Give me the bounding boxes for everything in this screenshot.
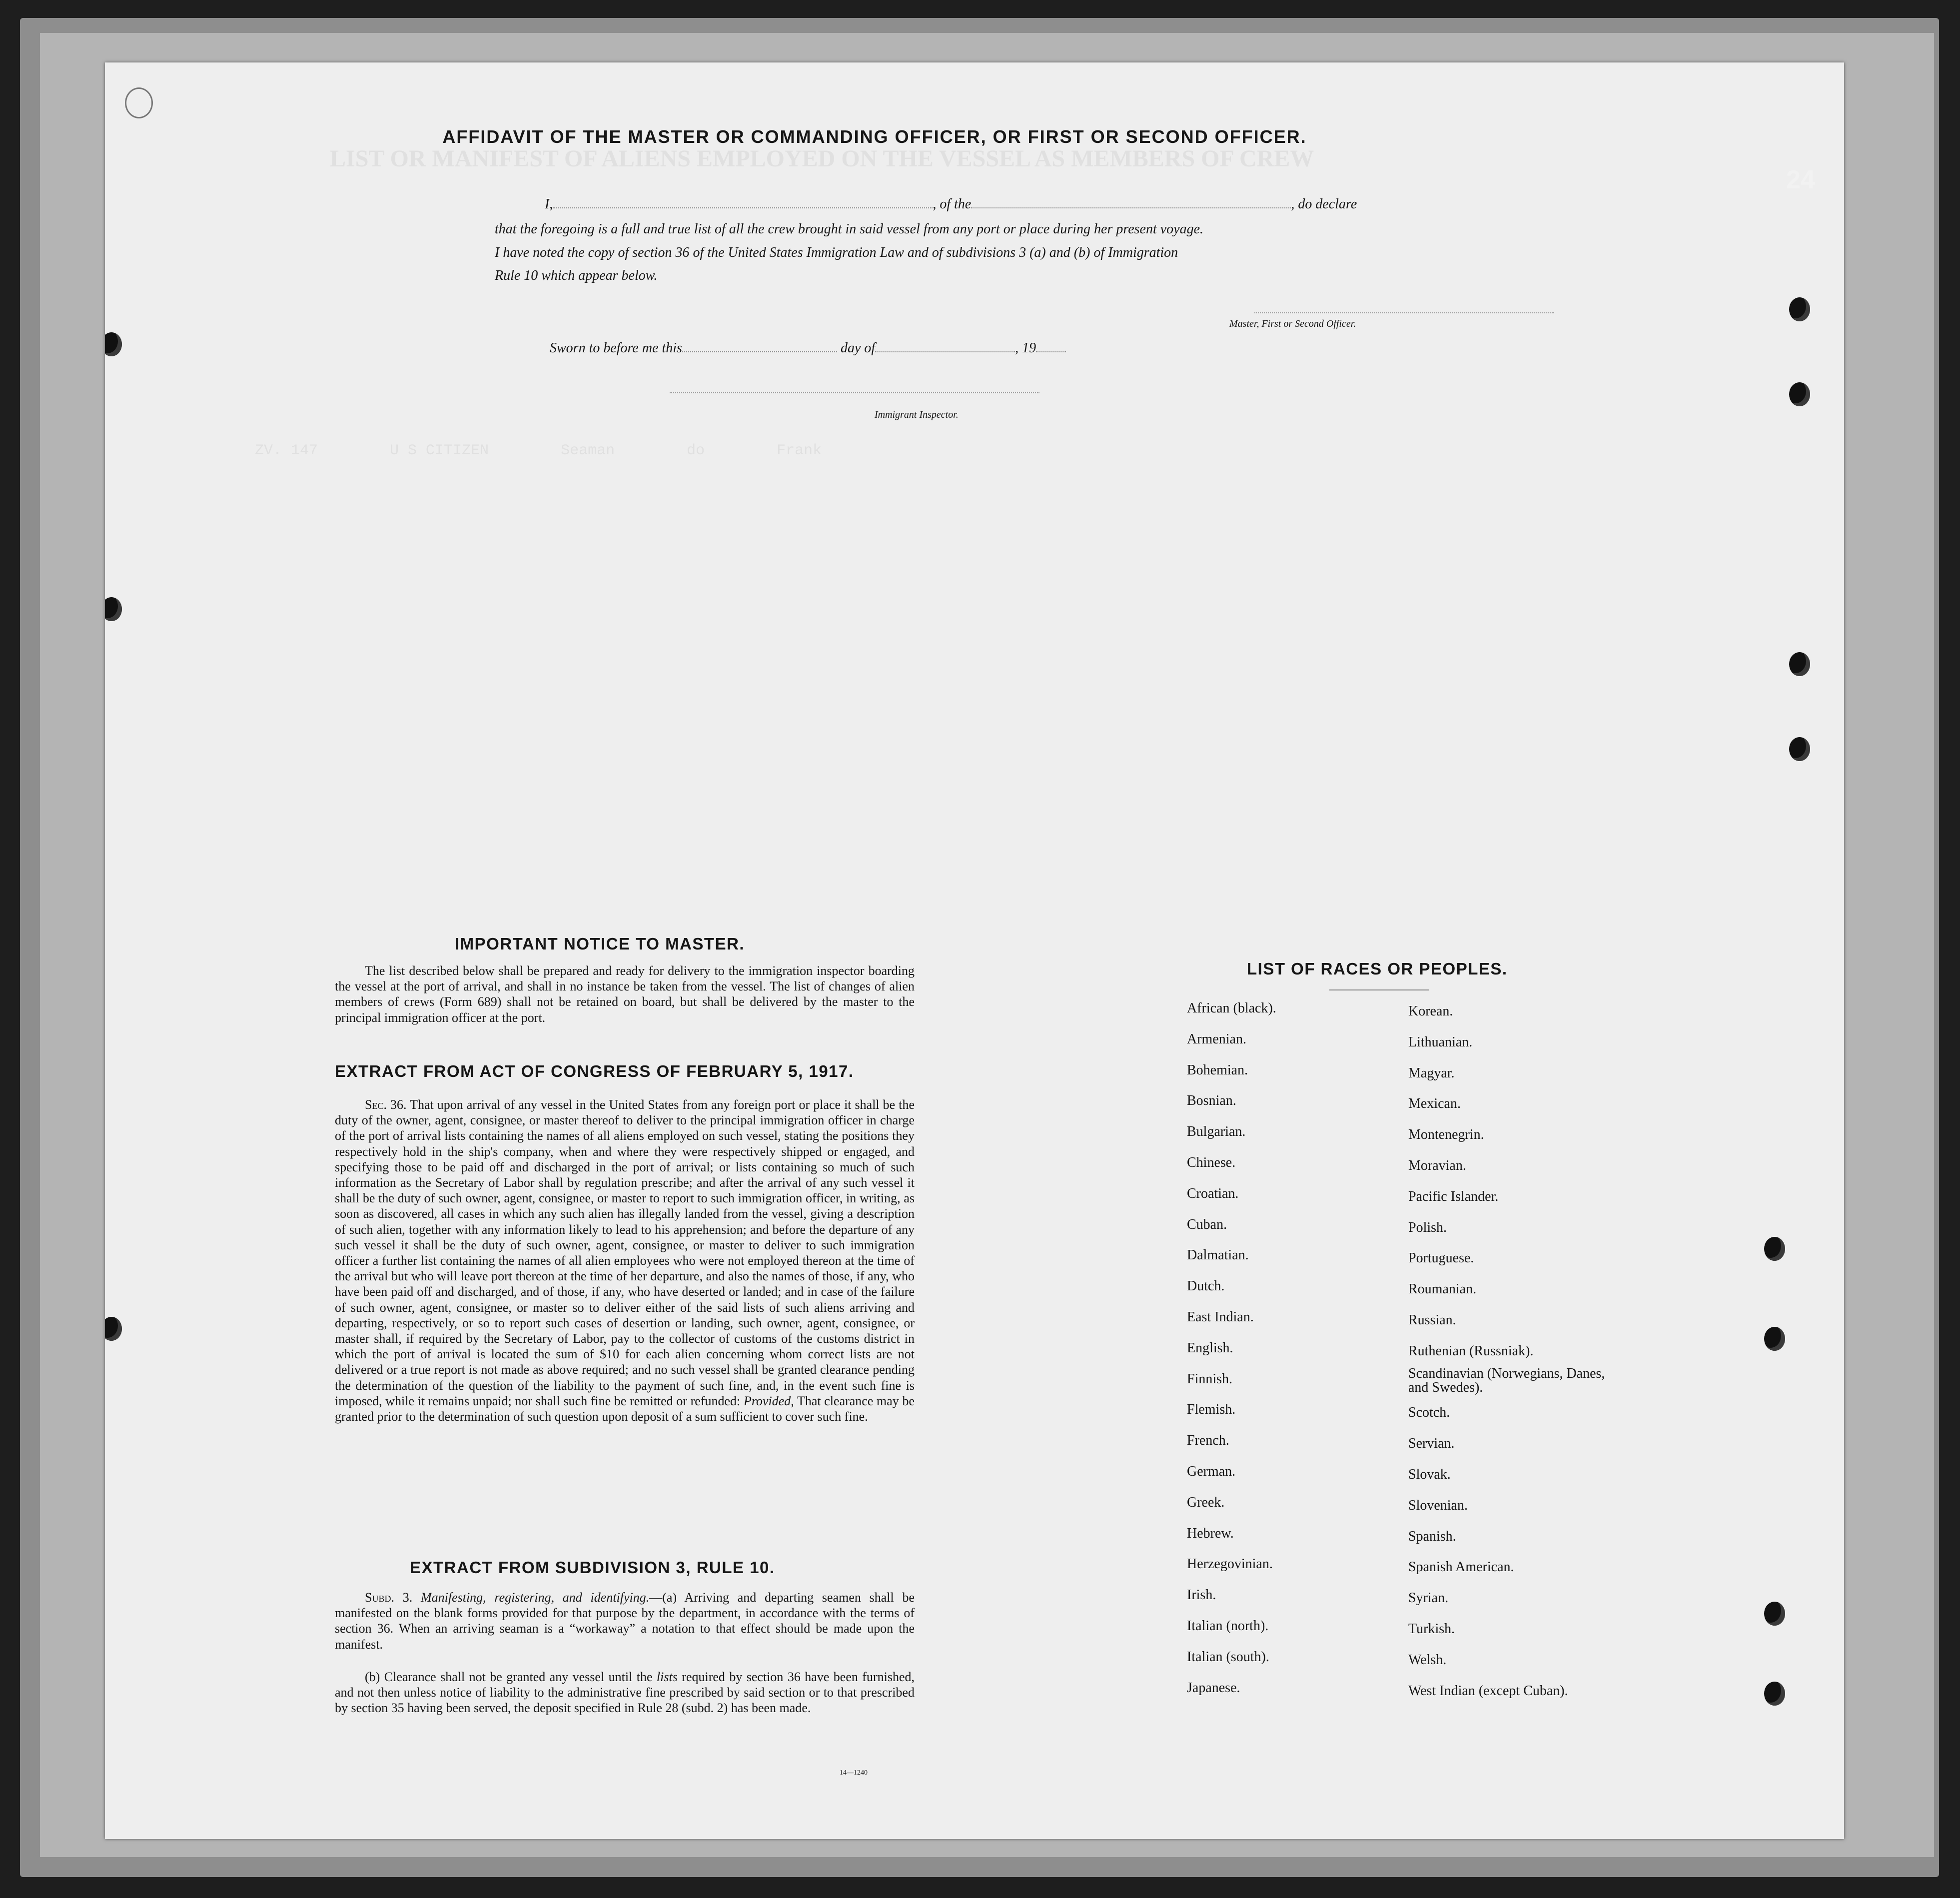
punch-hole: [1789, 652, 1810, 676]
races-list-right: [1408, 996, 1618, 1706]
race-item: Herzegovinian.: [1187, 1556, 1273, 1572]
sworn-line: Sworn to before me this day of , 19: [550, 339, 1066, 358]
notice-text: The list described below shall be prepared and ready for delivery to the immigration inspector boarding the vessel at the port of arrival, and shall in no instance be taken from the vessel. The list of changes of alien members of crews (Form 689) shall not be retained on board, but shall be delivered by the master to the principal immigration officer at the port.: [335, 963, 915, 1025]
race-item: Japanese.: [1187, 1680, 1240, 1696]
race-item: Dutch.: [1187, 1278, 1225, 1294]
race-item: Russian.: [1408, 1312, 1456, 1328]
race-item: Irish.: [1187, 1587, 1216, 1603]
races-title-rule: [1329, 989, 1429, 990]
race-item: African (black).: [1187, 1000, 1276, 1016]
race-item: Ruthenian (Russniak).: [1408, 1343, 1534, 1359]
page-number: 24: [1786, 165, 1815, 194]
punch-hole: [1789, 297, 1810, 321]
race-item: Welsh.: [1408, 1652, 1447, 1668]
binder-ring-icon: [125, 87, 153, 118]
race-item: East Indian.: [1187, 1309, 1254, 1325]
race-item: Korean.: [1408, 1003, 1453, 1019]
punch-hole: [1764, 1237, 1785, 1261]
punch-hole: [1789, 737, 1810, 761]
affidavit-line-3: I have noted the copy of section 36 of the United States Immigration Law and of subdivisions 3 (a) and (b) of Immigration: [495, 245, 1178, 260]
race-item: Armenian.: [1187, 1031, 1246, 1047]
form-number: 14—1240: [840, 1769, 868, 1777]
master-signature-line: [1254, 312, 1554, 313]
race-item: Italian (south).: [1187, 1649, 1269, 1665]
race-item: Flemish.: [1187, 1402, 1236, 1418]
notice-title: IMPORTANT NOTICE TO MASTER.: [455, 935, 745, 953]
punch-hole: [1764, 1602, 1785, 1626]
race-item: Italian (north).: [1187, 1618, 1269, 1634]
punch-hole: [105, 597, 122, 621]
punch-hole: [1789, 382, 1810, 406]
race-item: Magyar.: [1408, 1065, 1455, 1081]
race-item: Syrian.: [1408, 1590, 1449, 1606]
race-item: West Indian (except Cuban).: [1408, 1683, 1568, 1699]
race-item: Bosnian.: [1187, 1093, 1236, 1109]
bleed-through-rows: ZV. 147 U S CITIZEN Seaman do Frank: [255, 442, 822, 459]
race-item: Lithuanian.: [1408, 1034, 1473, 1050]
race-item: Finnish.: [1187, 1371, 1233, 1387]
affidavit-title: AFFIDAVIT OF THE MASTER OR COMMANDING OFFICER, OR FIRST OR SECOND OFFICER.: [442, 126, 1307, 147]
race-item: Servian.: [1408, 1436, 1455, 1452]
race-item: Turkish.: [1408, 1621, 1455, 1637]
race-item: Mexican.: [1408, 1096, 1461, 1112]
race-item: Chinese.: [1187, 1154, 1236, 1170]
punch-hole: [105, 1317, 122, 1341]
race-item: French.: [1187, 1433, 1229, 1449]
race-item: Cuban.: [1187, 1216, 1227, 1232]
document-sheet: [105, 62, 1844, 1839]
master-signature-label: Master, First or Second Officer.: [1229, 318, 1356, 329]
race-item: Greek.: [1187, 1494, 1225, 1510]
punch-hole: [1764, 1327, 1785, 1351]
rule-extract-title: EXTRACT FROM SUBDIVISION 3, RULE 10.: [410, 1558, 775, 1577]
races-title: LIST OF RACES OR PEOPLES.: [1247, 959, 1508, 978]
punch-hole: [105, 332, 122, 356]
affidavit-line-2: that the foregoing is a full and true list of all the crew brought in said vessel from any port or place during her present voyage.: [495, 221, 1204, 237]
race-item: English.: [1187, 1340, 1233, 1356]
race-item: Spanish American.: [1408, 1559, 1514, 1575]
race-item: Bohemian.: [1187, 1062, 1248, 1078]
race-item: Bulgarian.: [1187, 1124, 1246, 1140]
rule-extract-para-a: Subd. 3. Manifesting, registering, and identifying.—(a) Arriving and departing seamen shall be manifested on the blank forms provided for that purpose by the department, in accordance with the terms of section 36. When an arriving seaman is a “workaway” a notation to that effect should be made upon the manifest.: [335, 1590, 915, 1652]
race-item: Montenegrin.: [1408, 1127, 1484, 1143]
race-item: Portuguese.: [1408, 1250, 1474, 1266]
bleed-through-text: LIST OR MANIFEST OF ALIENS EMPLOYED ON THE VESSEL AS MEMBERS OF CREW: [330, 145, 1314, 172]
race-item: Dalmatian.: [1187, 1247, 1249, 1263]
affidavit-line-1: I, , of the , do declare: [545, 196, 1357, 212]
inspector-signature-line: [670, 392, 1039, 393]
race-item: Polish.: [1408, 1219, 1447, 1235]
rule-extract-para-b: (b) Clearance shall not be granted any vessel until the lists required by section 36 have been furnished, and not then unless notice of liability to the administrative fine prescribed by said section or to that prescribed by section 35 having been served, the deposit specified in Rule 28 (subd. 2) has been made.: [335, 1670, 915, 1716]
punch-hole: [1764, 1682, 1785, 1706]
race-item: Hebrew.: [1187, 1525, 1234, 1541]
inspector-signature-label: Immigrant Inspector.: [875, 409, 959, 420]
race-item: Scotch.: [1408, 1405, 1450, 1421]
race-item: Slovak.: [1408, 1466, 1451, 1482]
race-item: German.: [1187, 1463, 1236, 1479]
act-extract-text: Sec. 36. That upon arrival of any vessel in the United States from any foreign port or place it shall be the duty of the owner, agent, consignee, or master thereof to deliver to the principal immigration officer in charge of the port of arrival lists containing the names of all aliens employed on such vessel, stating the positions they respectively hold in the ship's company, when and where they were respectively shipped or engaged, and specifying those to be paid off and discharged in the port of arrival; or lists containing so much of such information as the Secretary of Labor shall by regulation prescribe; and after the arrival of any such vessel it shall be the duty of such owner, agent, consignee, or master to report to such immigration officer, in writing, as soon as discovered, all cases in which any such alien has illegally landed from the vessel, giving a description of such alien, together with any information likely to lead to his apprehension; and before the departure of any such vessel it shall be the duty of such owner, agent, consignee, or master to deliver to such immigration officer a further list containing the names of all alien employees who were not employed thereon at the time of the arrival but who will leave port thereon at the time of her departure, and also the names of those, if any, who have been paid off and discharged, and of those, if any, who have deserted or landed; and in case of the failure of such owner, agent, consignee, or master so to deliver either of the said lists of such aliens arriving and departing, respectively, or so to report such cases of desertion or landing, such owner, agent, consignee, or master shall, if required by the Secretary of Labor, pay to the collector of customs of the customs district in which the port of arrival is located the sum of $10 for each alien concerning whom correct lists are not delivered or a true report is not made as above required; and no such vessel shall be granted clearance pending the determination of the question of the liability to the payment of such fine, and, in the event such fine is imposed, while it remains unpaid; nor shall such fine be remitted or refunded: Provided, That clearance may be granted prior to the determination of such question upon deposit of a sum sufficient to cover such fine.: [335, 1097, 915, 1424]
act-extract-title: EXTRACT FROM ACT OF CONGRESS OF FEBRUARY 5, 1917.: [335, 1062, 854, 1080]
race-item: Roumanian.: [1408, 1281, 1477, 1297]
race-item: Scandinavian (Norwegians, Danes, and Swedes).: [1408, 1365, 1605, 1395]
race-item: Croatian.: [1187, 1185, 1239, 1201]
race-item: Moravian.: [1408, 1157, 1466, 1173]
race-item: Slovenian.: [1408, 1497, 1468, 1513]
affidavit-line-4: Rule 10 which appear below.: [495, 268, 658, 283]
races-list-left: [1187, 993, 1276, 1703]
race-item: Spanish.: [1408, 1528, 1456, 1544]
race-item: Pacific Islander.: [1408, 1188, 1499, 1204]
